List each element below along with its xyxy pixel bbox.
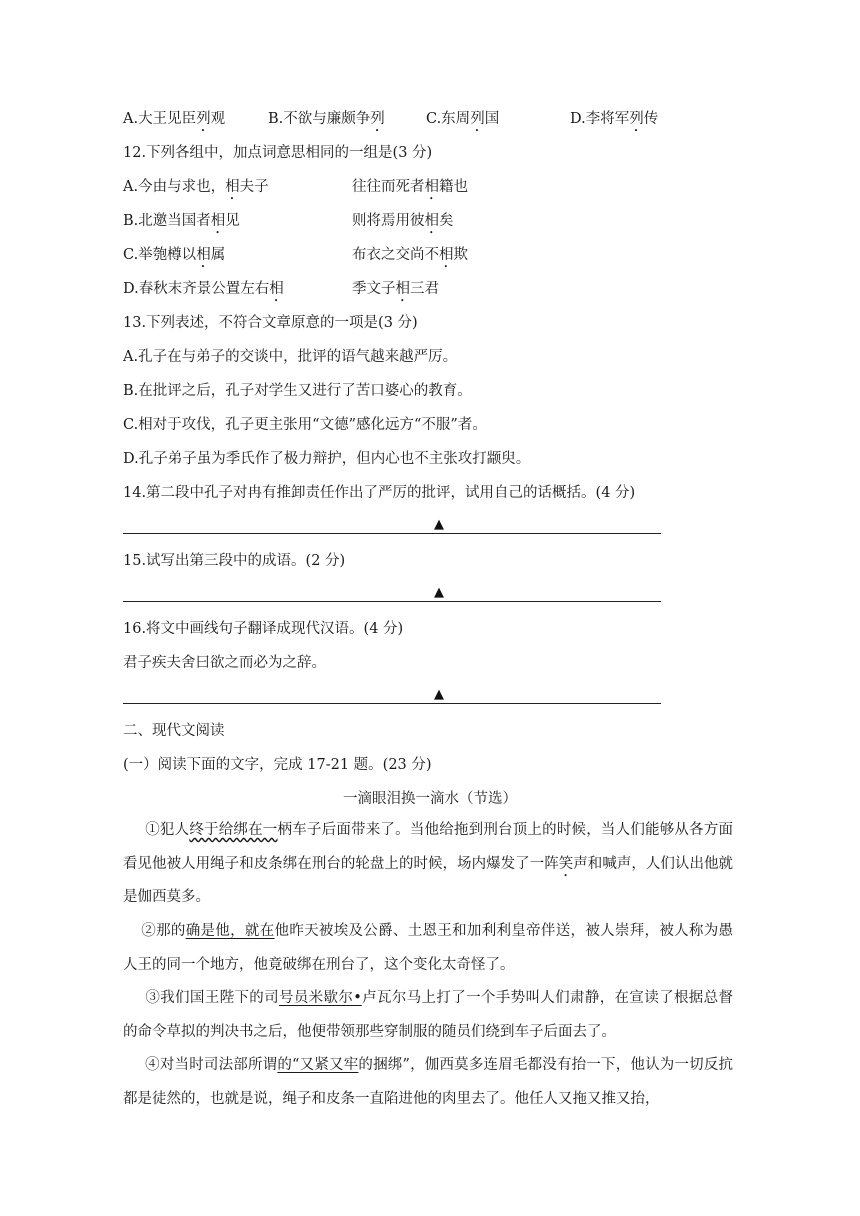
q13-option-c: C.相对于攻伐，孔子更主张用“文德”感化远方“不服”者。 xyxy=(123,417,487,433)
section-subheading: (一）阅读下面的文字，完成 17-21 题。(23 分) xyxy=(123,757,432,773)
q15-answer-line[interactable] xyxy=(123,601,661,602)
passage-paragraph-1: ①犯人终于给绑在一柄车子后面带来了。当他给拖到刑台顶上的时候，当人们能够从各方面看见他被人用绳子和皮条绑在刑台的轮盘上的时候，场内爆发了一阵笑声和喊声，人们认出他就是伽西莫多。 xyxy=(123,822,734,905)
passage-title: 一滴眼泪换一滴水（节选） xyxy=(343,791,517,807)
q13-option-b: B.在批评之后，孔子对学生又进行了苦口婆心的教育。 xyxy=(123,383,472,399)
q11-option-c: C.东周列国 xyxy=(426,111,500,127)
q13-option-a: A.孔子在与弟子的交谈中，批评的语气越来越严厉。 xyxy=(123,349,458,365)
q12-stem: 12.下列各组中，加点词意思相同的一组是(3 分) xyxy=(123,145,433,161)
q12-row-d-left: D.春秋末齐景公置左右相 xyxy=(123,281,284,297)
q11-option-a: A.大王见臣列观 xyxy=(123,111,226,127)
section-heading: 二、现代文阅读 xyxy=(123,723,225,739)
q15-answer-marker: ▲ xyxy=(434,585,444,600)
q12-row-a-right: 往往而死者相籍也 xyxy=(352,179,468,195)
q13-option-d: D.孔子弟子虽为季氏作了极力辩护，但内心也不主张攻打颛臾。 xyxy=(123,451,531,467)
passage-paragraph-2: ②那的确是他，就在他昨天被埃及公爵、土恩王和加利利皇帝伴送，被人崇拜，被人称为愚人王的同一个地方，他竟破绑在刑台了，这个变化太奇怪了。 xyxy=(123,923,734,973)
q12-row-a-left: A.今由与求也，相夫子 xyxy=(123,179,269,195)
q11-option-d: D.李将军列传 xyxy=(570,111,659,127)
q14-stem: 14.第二段中孔子对冉有推卸责任作出了严厉的批评，试用自己的话概括。(4 分) xyxy=(123,485,636,501)
q14-answer-line[interactable] xyxy=(123,533,661,534)
q16-answer-line[interactable] xyxy=(123,703,661,704)
q12-row-d-right: 季文子相三君 xyxy=(352,281,439,297)
q16-answer-marker: ▲ xyxy=(434,687,444,702)
q12-row-c-left: C.举匏樽以相属 xyxy=(123,247,226,263)
q12-row-b-left: B.北邀当国者相见 xyxy=(123,213,240,229)
q13-stem: 13.下列表述，不符合文章原意的一项是(3 分) xyxy=(123,315,418,331)
q16-stem: 16.将文中画线句子翻译成现代汉语。(4 分) xyxy=(123,621,404,637)
q16-sentence: 君子疾夫舍曰欲之而必为之辞。 xyxy=(123,655,326,671)
q12-row-b-right: 则将焉用彼相矣 xyxy=(352,213,454,229)
q11-option-b: B.不欲与廉颇争列 xyxy=(268,111,385,127)
q15-stem: 15.试写出第三段中的成语。(2 分) xyxy=(123,553,346,569)
passage-paragraph-4: ④对当时司法部所谓的“又紧又牢的捆绑”，伽西莫多连眉毛都没有抬一下，他认为一切反抗都是徒然的，也就是说，绳子和皮条一直陷进他的肉里去了。他任人又拖又推又抬， xyxy=(123,1057,734,1107)
q14-answer-marker: ▲ xyxy=(434,517,444,532)
passage-paragraph-3: ③我们国王陛下的司号员米歇尔•卢瓦尔马上打了一个手势叫人们肃静，在宣读了根据总督的命令草拟的判决书之后，他便带领那些穿制服的随员们绕到车子后面去了。 xyxy=(123,990,733,1040)
q12-row-c-right: 布衣之交尚不相欺 xyxy=(352,247,468,263)
